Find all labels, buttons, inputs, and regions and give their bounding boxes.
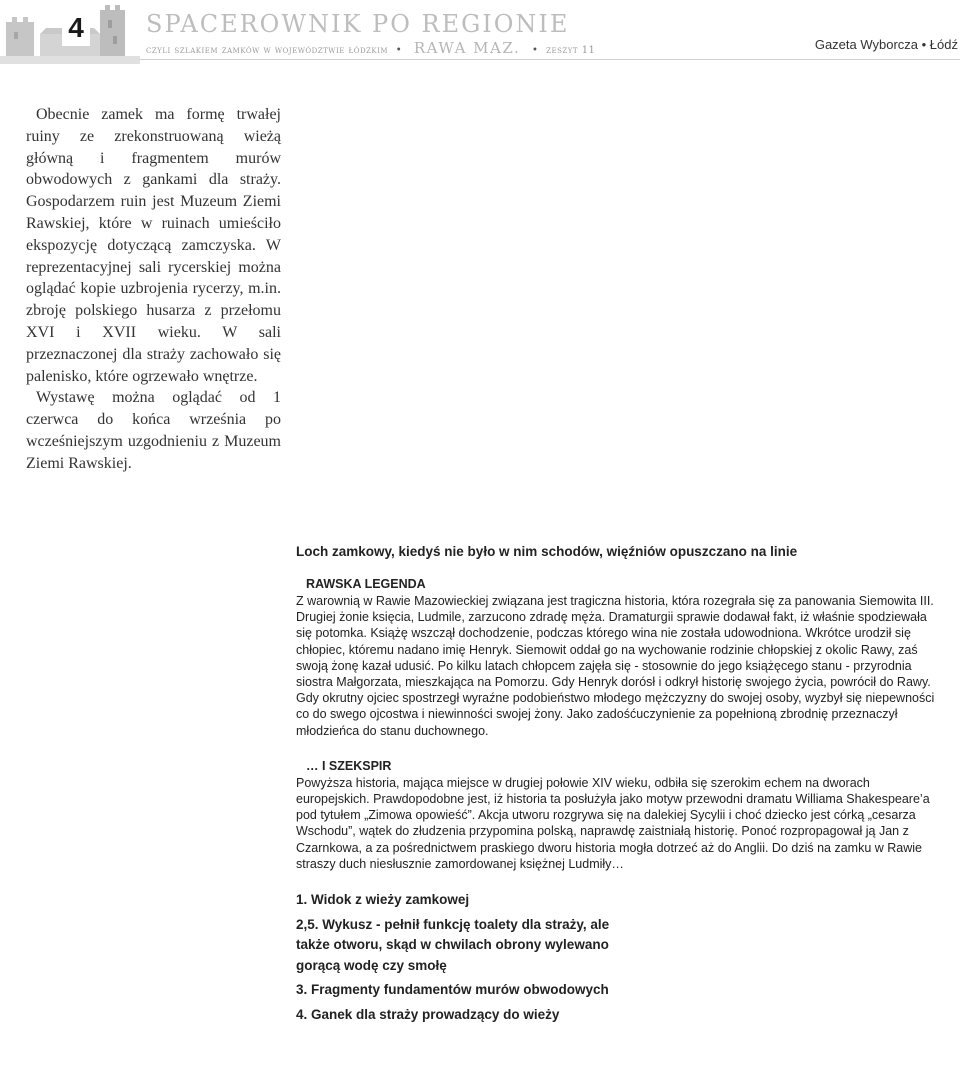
subtitle-place: RAWA MAZ. bbox=[413, 39, 521, 57]
subtitle-prefix: czyli szlakiem zamków w województwie łódzkim bbox=[146, 45, 389, 56]
article-paragraph: Obecnie zamek ma formę trwałej ruiny ze zrekonstruowaną wieżą główną i fragmentem murów obwodowych z gankami dla straży. Gospodarzem ruin jest Muzeum Ziemi Rawskiej, które w ruinach umieściło ekspozycję dotyczącą zamczyska. W reprezentacyjnej sali rycerskiej można oglądać kopie uzbrojenia rycerzy, m.in. zbroję polskiego husarza z przełomu XVI i XVII wieku. W sali przeznaczonej dla straży zachowało się palenisko, które ogrzewało wnętrze. bbox=[26, 106, 281, 385]
series-subtitle bbox=[146, 39, 595, 57]
page-number: 4 bbox=[62, 10, 90, 46]
photo-caption-item: 1. Widok z wieży zamkowej bbox=[296, 892, 470, 907]
bullet-separator: • bbox=[395, 45, 403, 56]
photo-caption: Loch zamkowy, kiedyś nie było w nim schodów, więźniów opuszczano na linie bbox=[296, 544, 798, 559]
sidebar-box bbox=[296, 544, 946, 872]
bullet-separator: • bbox=[532, 45, 539, 56]
series-title: SPACEROWNIK PO REGIONIE bbox=[146, 10, 570, 38]
photo-caption-item: 4. Ganek dla straży prowadzący do wieży bbox=[296, 1006, 560, 1022]
photo-caption-item: 3. Fragmenty fundamentów murów obwodowych bbox=[296, 982, 609, 997]
section-body: Z warownią w Rawie Mazowieckiej związana jest tragiczna historia, która rozegrała się za panowania Siemowita III. Drugiej żonie księcia, Ludmile, zarzucono zdradę męża. Dramaturgii sprawie dodawał fakt, iż właśnie spodziewała się potomka. Książę wszczął dochodzenie, podczas którego wina nie została udowodniona. Wkrótce urodził się chłopiec, któremu nadano imię Henryk. Siemowit oddał go na wychowanie rodzinie chłopskiej z okolic Rawy, zaś swoją żonę kazał udusić. Po kilku latach chłopcem zajęła się - stosownie do jego książęcego stanu - przyrodnia siostra Małgorzata, mieszkająca na Pomorzu. Gdy Henryk dorósł i odkrył historię swojego życia, powrócił do Rawy. Gdy okrutny ojciec spostrzegł wyraźne podobieństwo młodego mężczyzny do swojej osoby, wyzbył się niepewności co do swego ojcostwa i niewinności swojej żony. Jako zadośćuczynienie za popełnioną zbrodnię przeznaczył młodzieńca do stanu duchownego. bbox=[296, 594, 935, 738]
subtitle-suffix: zeszyt 11 bbox=[546, 45, 596, 56]
header-divider bbox=[140, 59, 960, 60]
article-column bbox=[26, 104, 281, 475]
page-header bbox=[0, 0, 960, 64]
section-heading: RAWSKA LEGENDA bbox=[306, 577, 426, 591]
section-body: Powyższa historia, mająca miejsce w drugiej połowie XIV wieku, odbiła się szerokim echem na dworach europejskich. Prawdopodobne jest, iż historia ta posłużyła jako motyw przewodni dramatu Williama Shakespeare’a pod tytułem „Zimowa opowieść”. Akcja utworu rozgrywa się na dalekiej Sycylii i choć dziecko jest córką „cesarza Wschodu”, wątek do złudzenia przypomina polską, naprawdę zaistniałą historię. Ponoć rozpropagował ją Jan z Czarnkowa, a za pośrednictwem praskiego dworu historia mogła dotrzeć aż do Anglii. Do dziś na zamku w Rawie straszy duch niesłusznie zamordowanej księżnej Ludmiły… bbox=[296, 775, 930, 871]
article-paragraph: Wystawę można oglądać od 1 czerwca do końca września po wcześniejszym uzgodnieniu z Muzeum Ziemi Rawskiej. bbox=[26, 389, 281, 472]
section-heading: … I SZEKSPIR bbox=[306, 758, 392, 773]
photo-captions bbox=[296, 890, 626, 1029]
publication-name: Gazeta Wyborcza • Łódź bbox=[814, 37, 958, 52]
photo-caption-item: 2,5. Wykusz - pełnił funkcję toalety dla straży, ale także otworu, skąd w chwilach obrony wylewano gorącą wodę czy smołę bbox=[296, 916, 610, 973]
